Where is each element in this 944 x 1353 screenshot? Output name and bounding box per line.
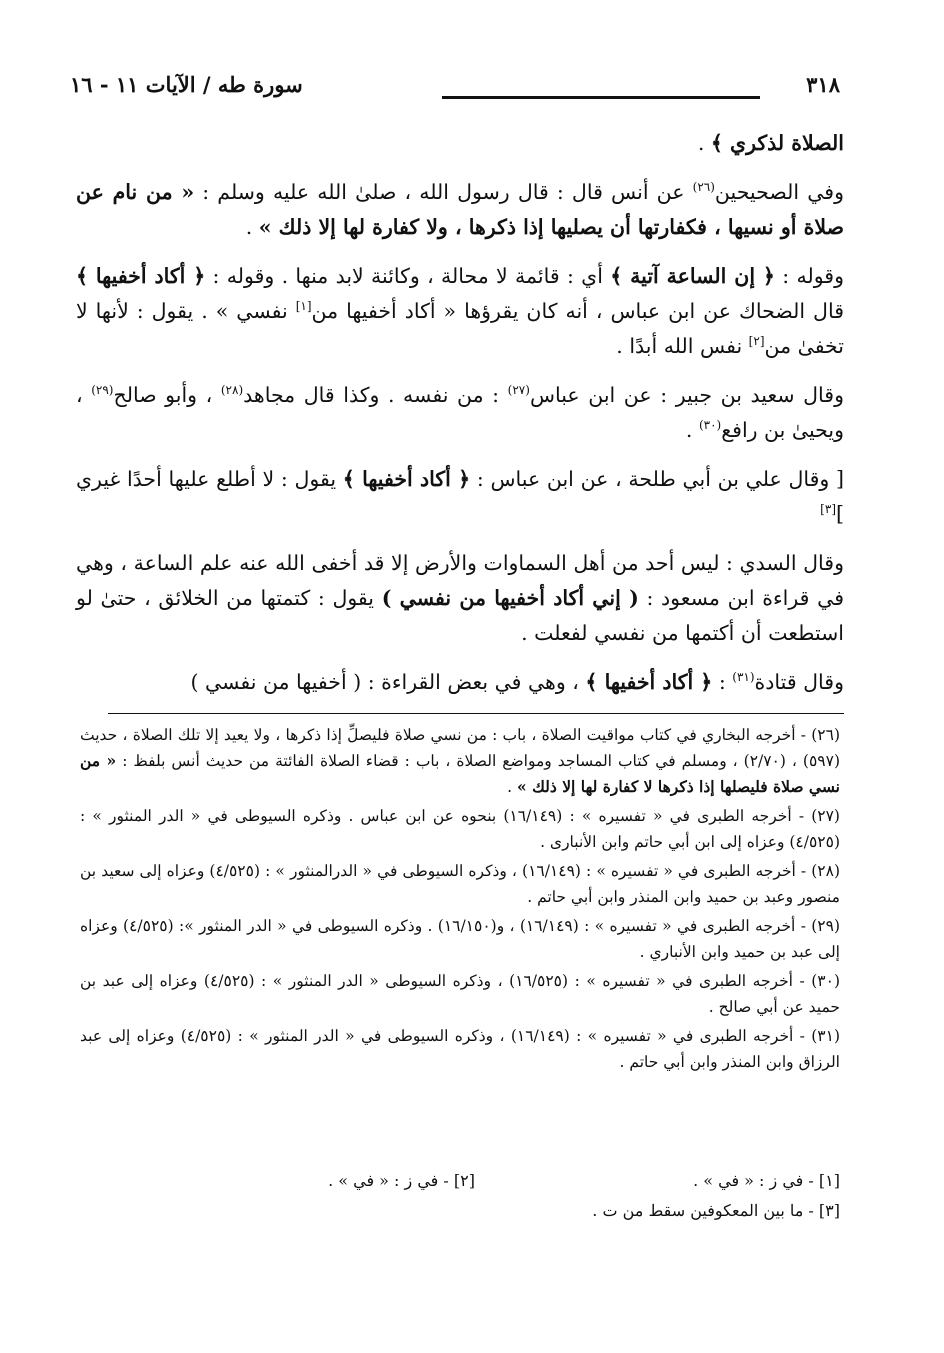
variant-ref: [٣]: [820, 502, 836, 517]
paragraph-7: [76, 665, 844, 700]
text-run: وقال السدي : ليس أحد من أهل السماوات والأرض إلا قد أخفى الله عنه علم الساعة ، وهي في قراءة ابن مسعود :: [76, 551, 844, 610]
text-run: ، ويحيىٰ بن رافع: [76, 383, 844, 442]
main-text: [76, 126, 844, 714]
variant-ref: [١]: [295, 299, 312, 314]
footnote-text: (٢٦) - أخرجه البخاري في كتاب مواقيت الصلاة ، باب : من نسي صلاة فليصلِّ إذا ذكرها ، ولا يعيد إلا تلك الصلاة ، حديث (٥٩٧) ، (٢/٧٠) ، ومسلم في كتاب المساجد ومواضع الصلاة ، باب : قضاء الصلاة الفائتة من حديث أنس بلفظ :: [80, 726, 840, 770]
text-run: نفس الله أبدًا .: [616, 334, 749, 358]
page-header: [70, 68, 840, 108]
quran-text: ﴿ أكاد أخفيها ﴾: [76, 264, 206, 288]
quran-text: ﴿ أكاد أخفيها ﴾: [342, 467, 471, 491]
page-number: ٣١٨: [806, 72, 840, 97]
header-rule: [442, 96, 760, 99]
footnote-29: (٢٩) - أخرجه الطبرى في « تفسيره » : (١٦/١٤٩) ، و(١٦/١٥٠) . وذكره السيوطى في « الدر المنثور »: (٤/٥٢٥) وعزاه إلى عبد بن حميد وابن الأنباري .: [80, 917, 841, 961]
text-run: ، وهي في بعض القراءة : ( أخفيها من نفسي ): [190, 670, 586, 694]
footnotes-divider: [108, 713, 844, 714]
footnote-ref: (٣٠): [698, 418, 722, 433]
text-run: وفي الصحيحين: [714, 180, 844, 204]
text-run: وقوله :: [774, 264, 844, 288]
footnote-ref: (٢٦): [692, 180, 715, 195]
variant-row: [90, 1166, 840, 1196]
footnote-ref: (٣١): [732, 670, 755, 685]
footnotes: [80, 722, 840, 1078]
text-run: .: [697, 131, 711, 155]
text-run: [ وقال علي بن أبي طلحة ، عن ابن عباس :: [470, 467, 844, 491]
paragraph-3: [76, 259, 844, 364]
text-run: نفسي » . يقول : لأنها لا تخفىٰ من: [76, 299, 844, 358]
variant-ref: [٢]: [748, 334, 765, 349]
quran-text: ﴿ إن الساعة آتية ﴾: [610, 264, 775, 288]
footnote-26: [80, 722, 840, 800]
text-run: .: [685, 418, 699, 442]
footnote-28: (٢٨) - أخرجه الطبرى في « تفسيره » : (١٦/١٤٩) ، وذكره السيوطى في « الدرالمنثور » : (٤/٥٢٥) وعزاه إلى سعيد بن منصور وعبد بن حميد وابن المنذر وابن أبي حاتم .: [80, 862, 841, 906]
text-run: ، وأبو صالح: [113, 383, 221, 407]
footnote-ref: (٢٧): [507, 383, 530, 398]
text-run: وقال قتادة: [754, 670, 844, 694]
footnote-ref: (٢٨): [220, 383, 244, 398]
footnote-31: (٣١) - أخرجه الطبرى في « تفسيره » : (١٦/١٤٩) ، وذكره السيوطى في « الدر المنثور » : (٤/٥٢٥) وعزاه إلى عبد الرزاق وابن المنذر وابن أبي حاتم .: [80, 1027, 840, 1071]
quran-text: الصلاة لذكري ﴾: [710, 131, 844, 155]
text-run: : من نفسه . وكذا قال مجاهد: [243, 383, 508, 407]
text-run: وقال سعيد بن جبير : عن ابن عباس: [529, 383, 844, 407]
paragraph-5: [76, 462, 844, 532]
variant-note-3: [٣] - ما بين المعكوفين سقط من ت .: [592, 1201, 840, 1220]
quran-text: ﴿ أكاد أخفيها ﴾: [585, 670, 713, 694]
text-run: يقول : لا أطلع عليها أحدًا غيري ]: [76, 467, 844, 526]
paragraph-4: [76, 378, 844, 448]
footnote-27: (٢٧) - أخرجه الطبرى في « تفسيره » : (١٦/١٤٩) بنحوه عن ابن عباس . وذكره السيوطى في « الدر المنثور » : (٤/٥٢٥) وعزاه إلى ابن أبي حاتم وابن الأنبارى .: [80, 807, 840, 851]
paragraph-2: [76, 175, 844, 245]
text-run: :: [712, 670, 733, 694]
variant-note-1: [١] - في ز : « في » .: [693, 1171, 840, 1190]
text-run: عن أنس قال : قال رسول الله ، صلىٰ الله عليه وسلم :: [194, 180, 693, 204]
paragraph-1: [76, 126, 844, 161]
text-run: يقول : كتمتها من الخلائق ، حتىٰ لو استطعت أن أكتمها من نفسي لفعلت .: [76, 586, 844, 645]
hadith-text: « من نام عن صلاة أو نسيها ، فكفارتها أن يصليها إذا ذكرها ، ولا كفارة لها إلا ذلك »: [76, 180, 844, 239]
footnote-ref: (٢٩): [91, 383, 114, 398]
text-run: قال الضحاك عن ابن عباس ، أنه كان يقرؤها « أكاد أخفيها من: [311, 299, 844, 323]
text-run: .: [245, 215, 259, 239]
footnote-text: .: [507, 778, 518, 796]
variant-notes: [90, 1166, 840, 1226]
footnote-30: (٣٠) - أخرجه الطبرى في « تفسيره » : (١٦/٥٢٥) ، وذكره السيوطى « الدر المنثور » : (٤/٥٢٥) وعزاه إلى عبد بن حميد عن أبي صالح .: [80, 972, 841, 1016]
text-run: أي : قائمة لا محالة ، وكائنة لابد منها . وقوله :: [205, 264, 611, 288]
variant-row: [90, 1196, 840, 1226]
running-title: سورة طه / الآيات ١١ - ١٦: [70, 72, 303, 97]
variant-note-2: [٢] - في ز : « في » .: [328, 1171, 475, 1190]
quran-text: ( إني أكاد أخفيها من نفسي ): [381, 586, 639, 610]
paragraph-6: [76, 546, 844, 651]
footnote-quote: « من نسي صلاة فليصلها إذا ذكرها لا كفارة لها إلا ذلك »: [80, 751, 840, 796]
